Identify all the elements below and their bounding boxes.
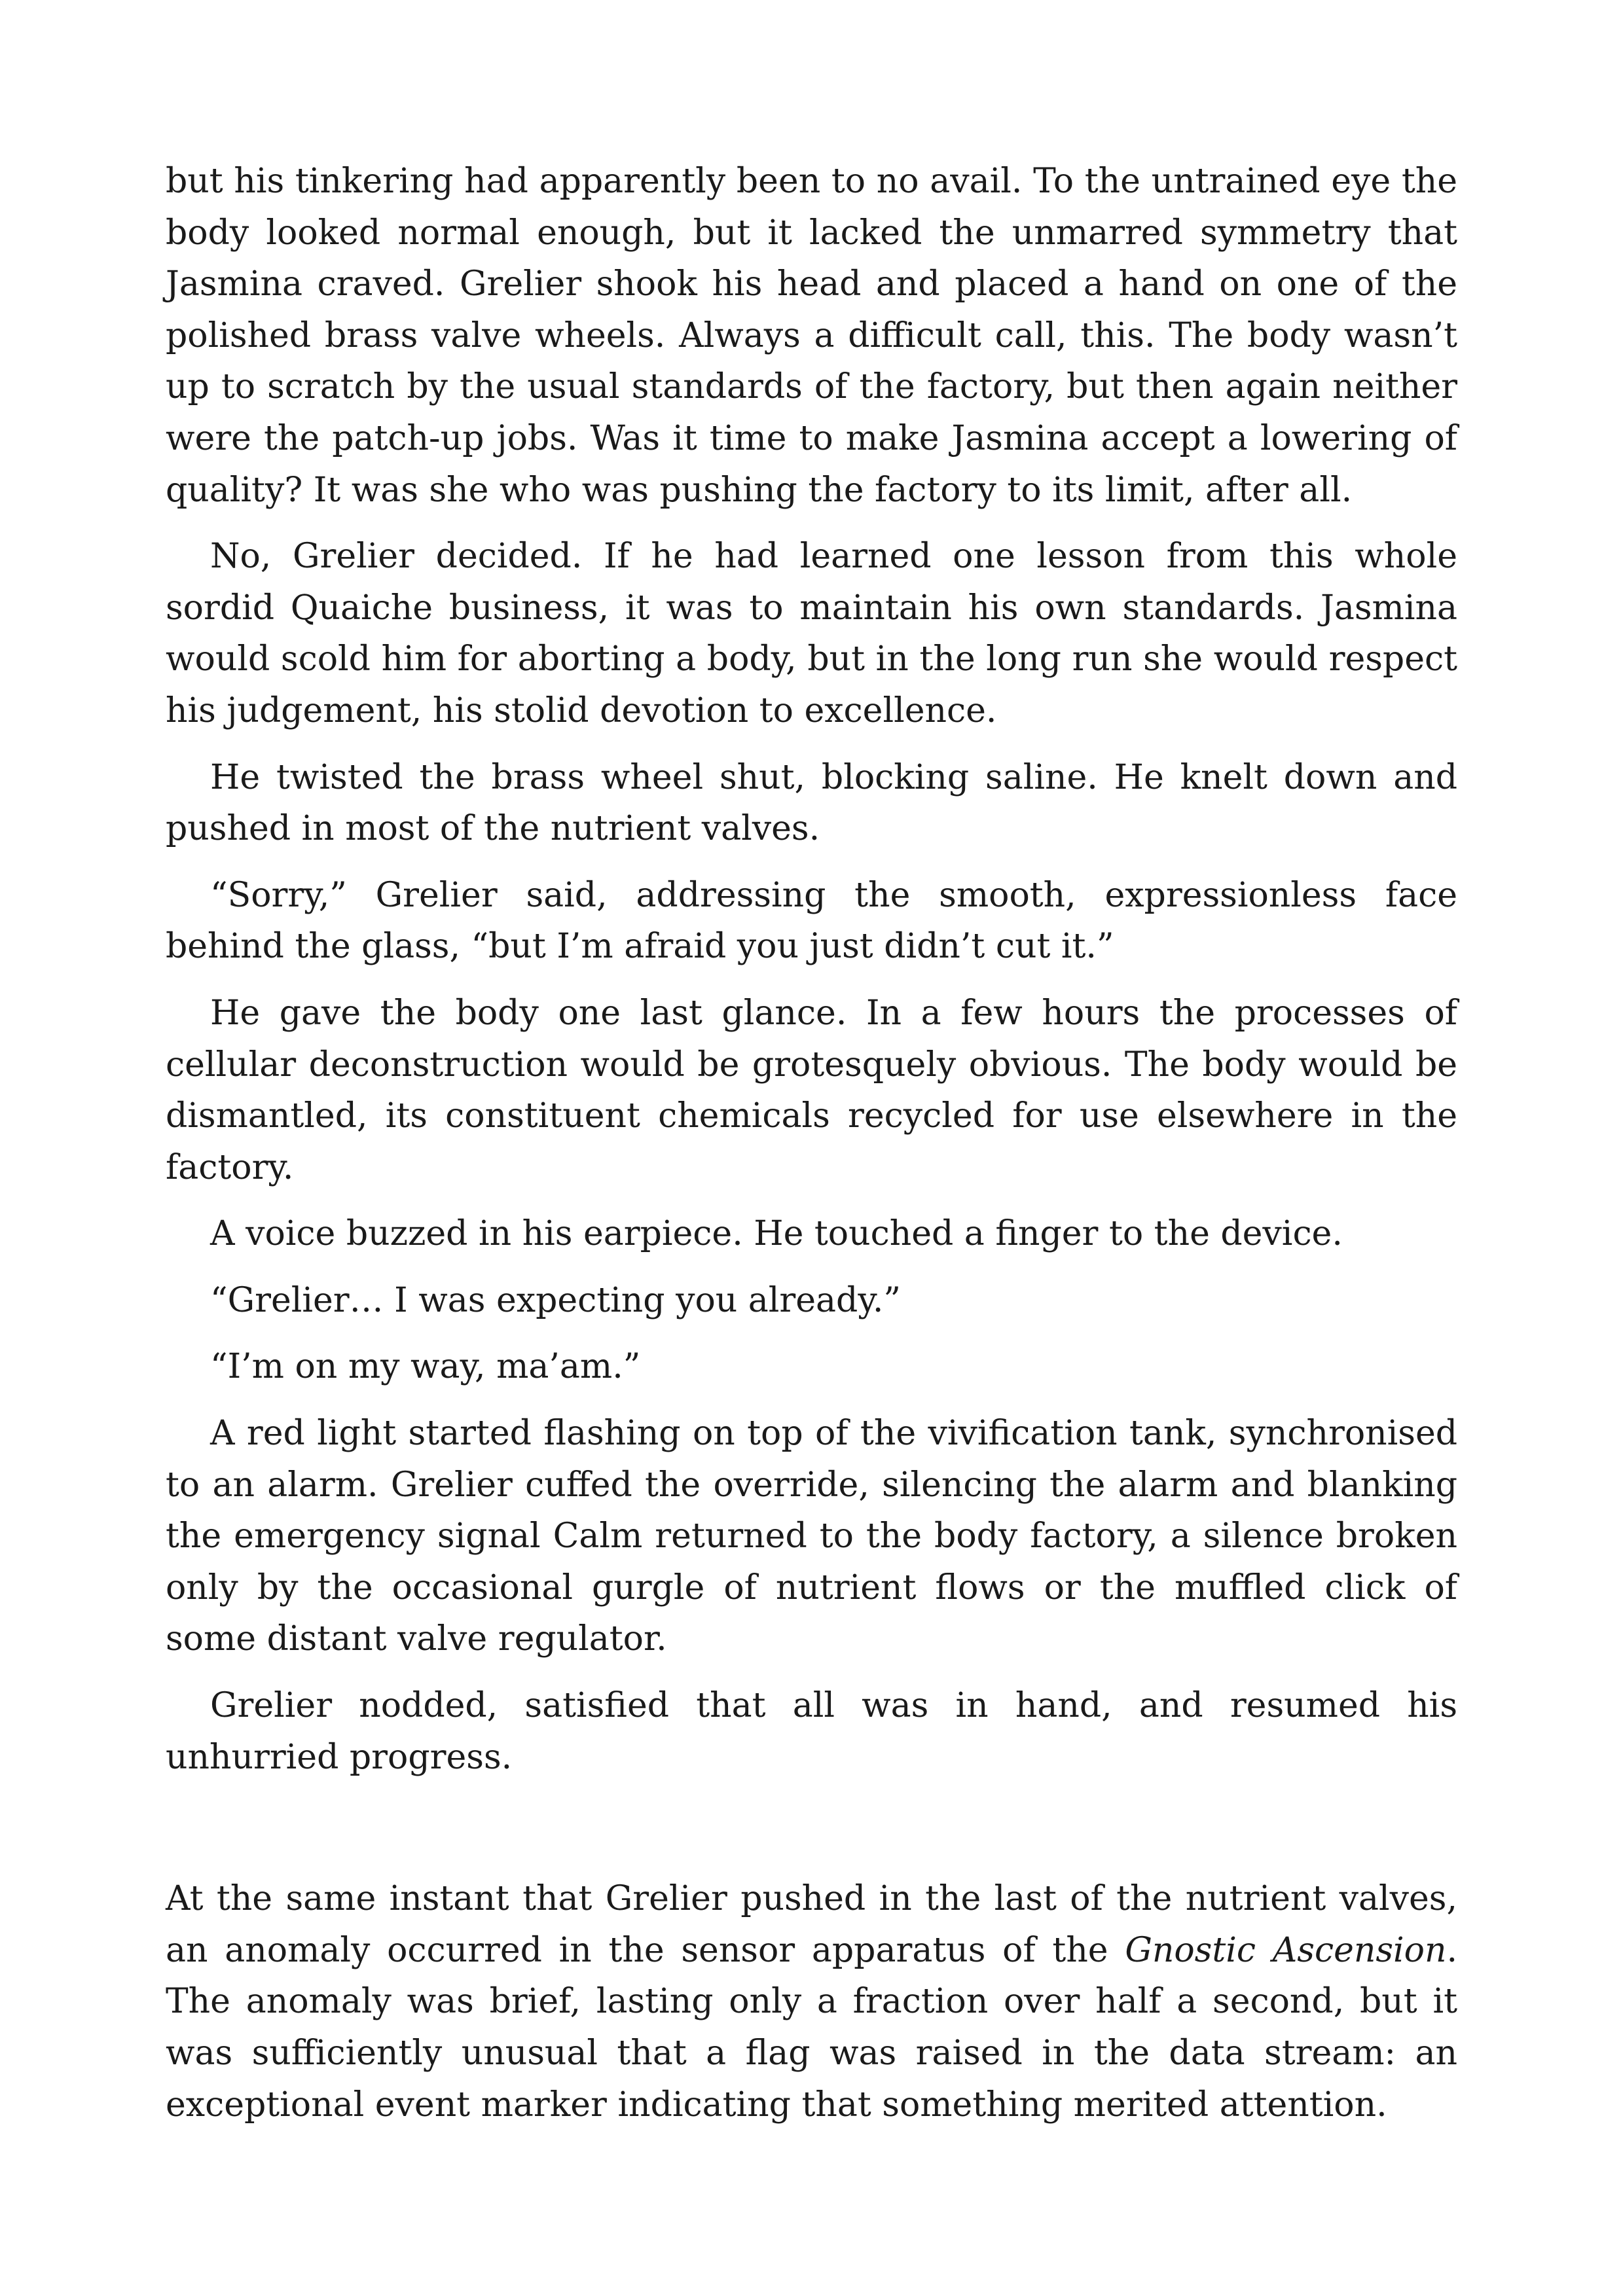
paragraph-9: A red light started flashing on top of the vivification tank, synchronised to an alarm. Grelier cuffed the override, silencing the alarm and blanking the emergency signal Calm returned to the body factory, a silence broken only by the occasional gurgle of nutrient flows or the muffled click of some distant valve regulator. [166, 1414, 1457, 1659]
paragraph-3: He twisted the brass wheel shut, blocking saline. He knelt down and pushed in most of the nutrient valves. [166, 757, 1457, 849]
paragraph-5: He gave the body one last glance. In a few hours the processes of cellular deconstruction would be grotesquely obvious. The body would be dismantled, its constituent chemicals recycled for use elsewhere in the factory. [166, 993, 1457, 1187]
paragraph-text-before-italic: At the same instant that Grelier pushed in the last of the nutrient valves, an anomaly occurred in the sensor apparatus of the [166, 1879, 1457, 1970]
paragraph-6: A voice buzzed in his earpiece. He touched a finger to the device. [210, 1214, 1343, 1254]
paragraph-4: “Sorry,” Grelier said, addressing the smooth, expressionless face behind the glass, “but I’m afraid you just didn’t cut it.” [166, 875, 1457, 967]
page-body [166, 156, 1457, 2130]
paragraph-2: No, Grelier decided. If he had learned one lesson from this whole sordid Quaiche business, it was to maintain his own standards. Jasmina would scold him for aborting a body, but in the long run she would respect his judgement, his stolid devotion to excellence. [166, 537, 1457, 730]
paragraph-text-after-italic: . The anomaly was brief, lasting only a fraction over half a second, but it was sufficiently unusual that a flag was raised in the data stream: an exceptional event marker indicating that something merited attention. [166, 1930, 1457, 2125]
paragraph-1: but his tinkering had apparently been to no avail. To the untrained eye the body looked normal enough, but it lacked the unmarred symmetry that Jasmina craved. Grelier shook his head and placed a hand on one of the polished brass valve wheels. Always a difficult call, this. The body wasn’t up to scratch by the usual standards of the factory, but then again neither were the patch-up jobs. Was it time to make Jasmina accept a lowering of quality? It was she who was pushing the factory to its limit, after all. [166, 162, 1457, 510]
ship-name-italic: Gnostic Ascension [1125, 1930, 1447, 1970]
paragraph-10: Grelier nodded, satisfied that all was in hand, and resumed his unhurried progress. [166, 1686, 1457, 1777]
paragraph-7: “Grelier… I was expecting you already.” [210, 1280, 901, 1320]
paragraph-section-break-start [166, 1873, 1457, 2130]
paragraph-8: “I’m on my way, ma’am.” [210, 1347, 641, 1387]
